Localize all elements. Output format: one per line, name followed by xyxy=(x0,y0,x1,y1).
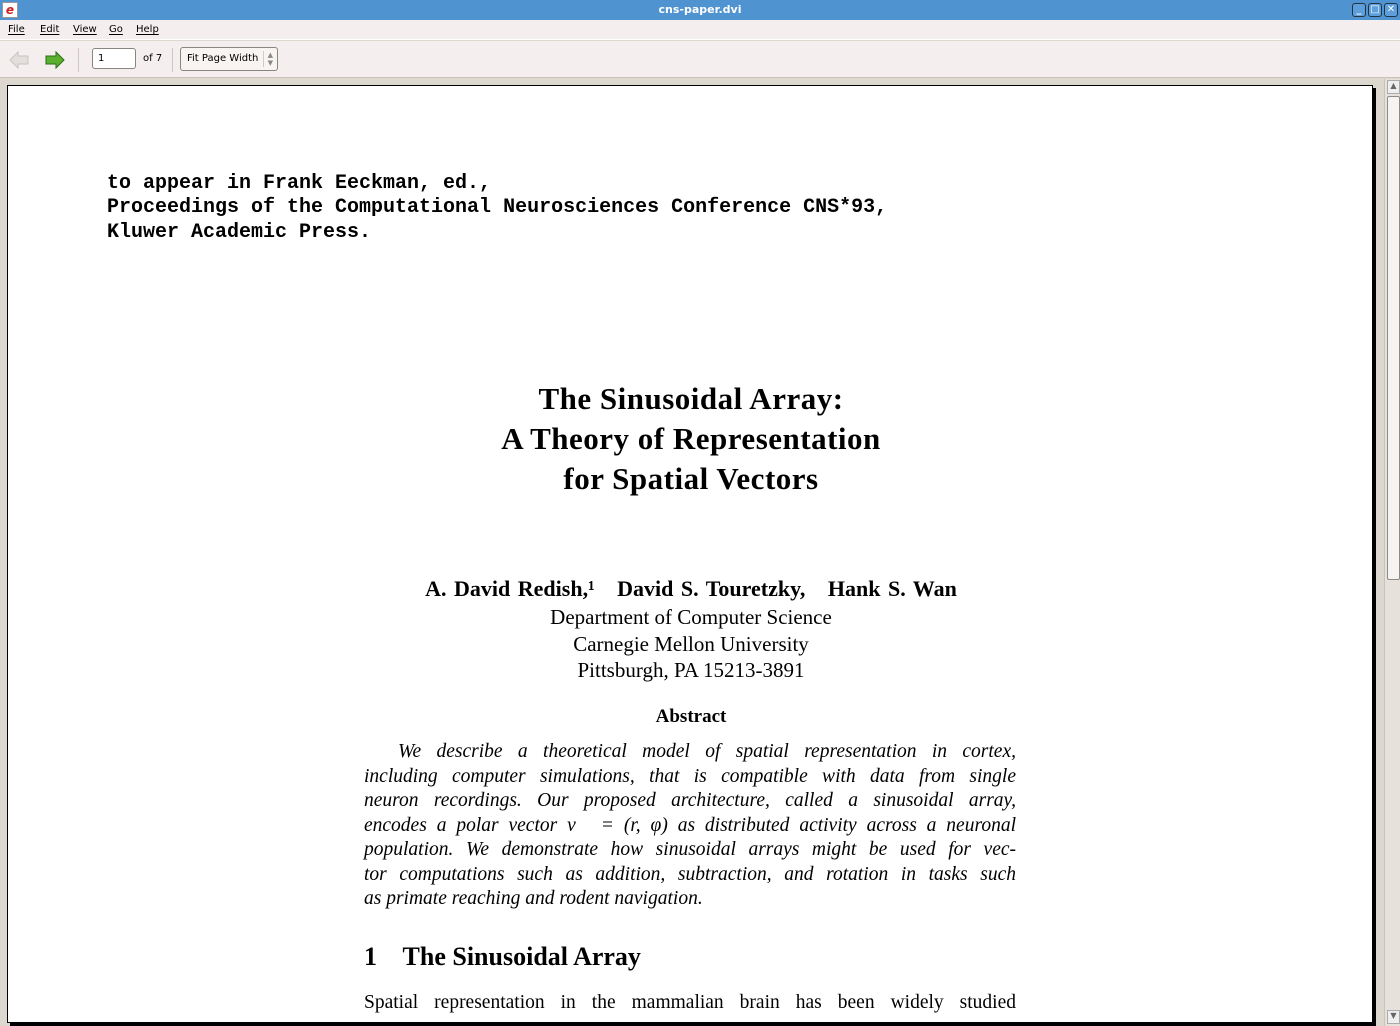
menu-edit[interactable]: Edit xyxy=(40,24,60,35)
abstract-line: neuron recordings. Our proposed architecture, called a sinusoidal array, xyxy=(364,790,1016,811)
menu-help[interactable]: Help xyxy=(136,24,159,35)
scroll-up-icon[interactable]: ▲ xyxy=(1387,80,1400,94)
abstract-line: population. We demonstrate how sinusoidal arrays might be used for vec- xyxy=(364,839,1016,860)
previous-page-icon[interactable] xyxy=(9,51,29,69)
window-title: cns-paper.dvi xyxy=(658,3,742,16)
section-heading: 1 The Sinusoidal Array xyxy=(364,942,641,971)
vertical-scrollbar[interactable] xyxy=(1384,79,1400,1026)
abstract-text xyxy=(364,740,1016,912)
authors: A. David Redish,¹ David S. Touretzky, Hank S. Wan xyxy=(425,576,957,601)
document-page xyxy=(7,85,1373,1023)
header-line: to appear in Frank Eeckman, ed., xyxy=(107,172,492,195)
body-text: Spatial representation in the mammalian brain has been widely studied xyxy=(364,992,1016,1013)
toolbar xyxy=(0,41,1400,78)
page-count-label: of 7 xyxy=(143,53,163,64)
zoom-select-value: Fit Page Width xyxy=(187,53,259,64)
abstract-line: as primate reaching and rodent navigation. xyxy=(364,888,703,909)
abstract-line: encodes a polar vector v⃗ = (r, φ) as distributed activity across a neuronal xyxy=(364,814,1016,836)
document-viewport xyxy=(0,79,1384,1026)
title-line: for Spatial Vectors xyxy=(563,461,819,496)
toolbar-separator xyxy=(78,48,79,72)
affiliation xyxy=(8,604,1374,684)
affiliation-line: Pittsburgh, PA 15213-3891 xyxy=(577,658,805,682)
app-icon[interactable]: e xyxy=(2,2,18,18)
scroll-down-icon[interactable]: ▼ xyxy=(1387,1010,1400,1024)
maximize-button[interactable]: □ xyxy=(1368,3,1382,17)
header-line: Kluwer Academic Press. xyxy=(107,221,372,244)
menu-go[interactable]: Go xyxy=(109,24,123,35)
minimize-button[interactable]: _ xyxy=(1352,3,1366,17)
menu-bar xyxy=(0,20,1400,40)
menu-view[interactable]: View xyxy=(73,24,97,35)
abstract-heading: Abstract xyxy=(655,706,727,727)
title-bar xyxy=(0,0,1400,20)
abstract-line: We describe a theoretical model of spatial representation in cortex, xyxy=(398,741,1016,762)
title-line: A Theory of Representation xyxy=(501,421,881,456)
abstract-line: including computer simulations, that is compatible with data from single xyxy=(364,765,1016,787)
close-button[interactable]: ✕ xyxy=(1384,3,1398,17)
spinner-arrows-icon: ▲ ▼ xyxy=(263,51,273,67)
scrollbar-thumb[interactable] xyxy=(1387,96,1400,580)
affiliation-line: Carnegie Mellon University xyxy=(573,631,809,656)
header-line: Proceedings of the Computational Neurosciences Conference CNS*93, xyxy=(107,196,888,219)
abstract-line: tor computations such as addition, subtraction, and rotation in tasks such xyxy=(364,863,1016,885)
page-number-input[interactable] xyxy=(92,48,136,69)
zoom-select[interactable] xyxy=(180,47,278,71)
paper-title xyxy=(8,379,1374,499)
toolbar-separator xyxy=(172,48,173,72)
menu-file[interactable]: File xyxy=(8,24,25,35)
affiliation-line: Department of Computer Science xyxy=(550,605,832,629)
next-page-icon[interactable] xyxy=(45,51,65,69)
title-line: The Sinusoidal Array: xyxy=(538,381,844,416)
